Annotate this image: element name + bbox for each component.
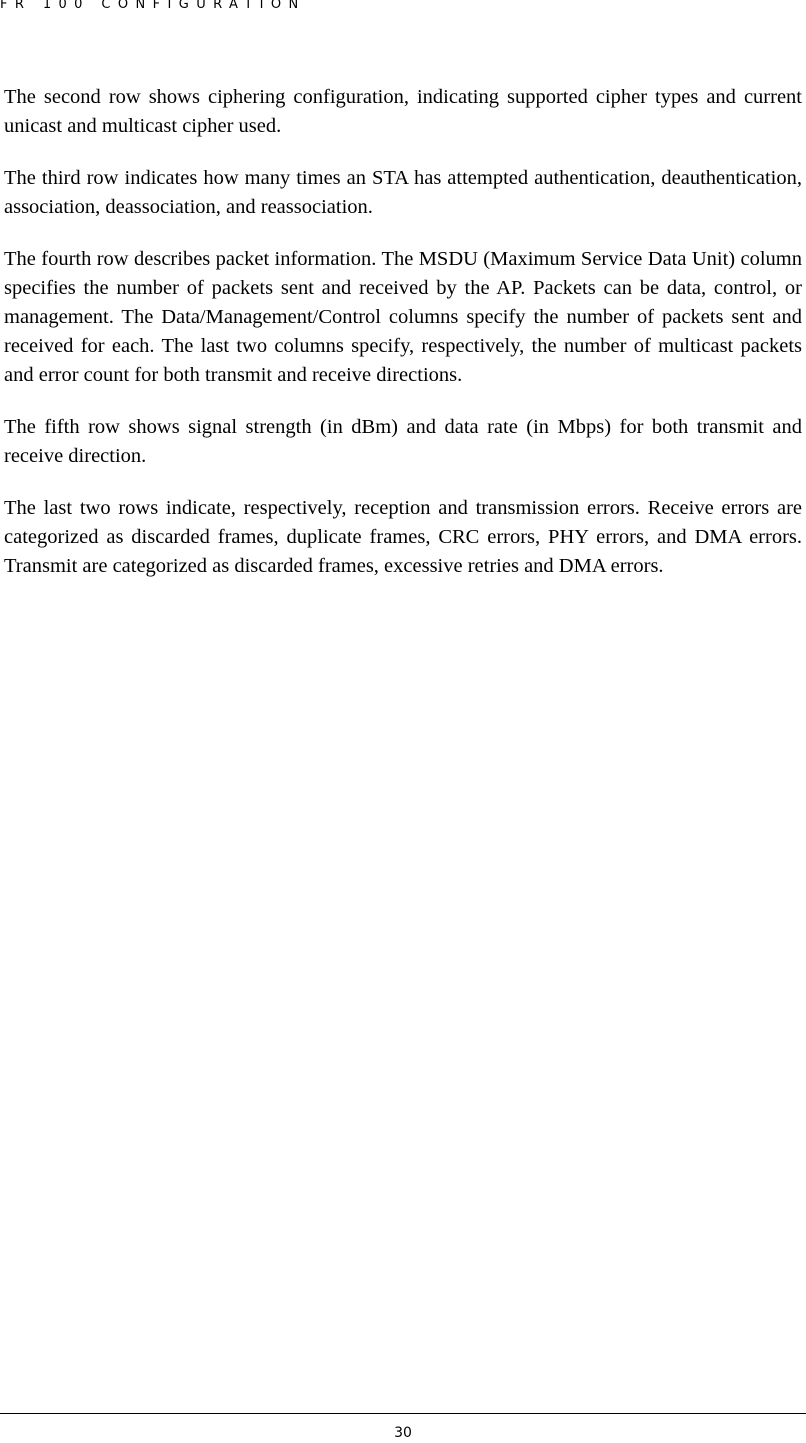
paragraph-third-row: The third row indicates how many times an STA has attempted authentication, deauthentication, association, deassociation, and reassociation. <box>4 167 802 218</box>
paragraph-last-rows: The last two rows indicate, respectively, reception and transmission errors. Receive errors are categorized as discarded frames, duplicate frames, CRC errors, PHY errors, and DMA errors. Transmit are categorized as discarded frames, excessive retries and DMA errors. <box>4 497 802 577</box>
paragraph-fourth-row: The fourth row describes packet information. The MSDU (Maximum Service Data Unit) column specifies the number of packets sent and received by the AP. Packets can be data, control, or management. The Data/Management/Control columns specify the number of packets sent and received for each. The last two columns specify, respectively, the number of multicast packets and error count for both transmit and receive directions. <box>4 248 802 386</box>
page-number: 30 <box>394 1425 412 1441</box>
footer-divider <box>0 1413 806 1414</box>
running-header-title: FR 100 CONFIGURATION <box>0 0 306 12</box>
paragraph-second-row: The second row shows ciphering configuration, indicating supported cipher types and current unicast and multicast cipher used. <box>4 86 802 137</box>
paragraph-fifth-row: The fifth row shows signal strength (in dBm) and data rate (in Mbps) for both transmit and receive direction. <box>4 416 802 467</box>
document-body <box>4 83 802 604</box>
